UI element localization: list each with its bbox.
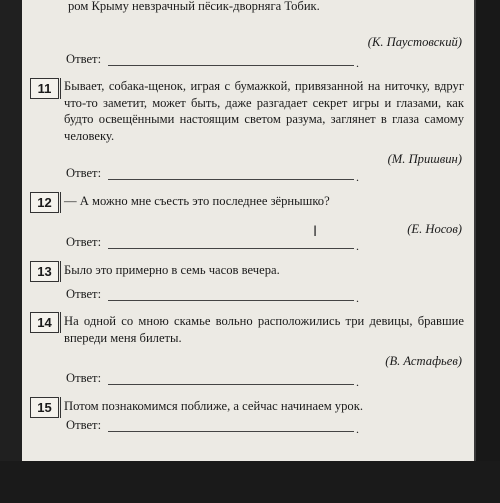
answer-label: Ответ:	[66, 52, 102, 66]
answer-line[interactable]	[108, 300, 354, 301]
answer-line[interactable]	[108, 65, 354, 66]
worksheet-page	[22, 0, 474, 461]
answer-field[interactable]	[66, 166, 366, 184]
item-number-box: 15	[30, 397, 59, 418]
answer-line[interactable]	[108, 179, 354, 180]
item-author: (К. Паустовский)	[367, 35, 462, 49]
answer-line[interactable]	[108, 384, 354, 385]
item-author: (Е. Носов)	[407, 222, 462, 236]
photo-edge-shadow	[474, 0, 476, 461]
answer-period: .	[356, 56, 359, 70]
item-text: ром Крыму невзрачный пёсик-дворняга Тобик.	[68, 0, 320, 13]
answer-label: Ответ:	[66, 287, 102, 301]
answer-field[interactable]	[66, 371, 366, 389]
photo-border-left	[0, 0, 22, 503]
item-number-box: 13	[30, 261, 59, 282]
answer-period: .	[356, 170, 359, 184]
answer-label: Ответ:	[66, 418, 102, 432]
photo-border-bottom	[0, 461, 500, 503]
answer-label: Ответ:	[66, 371, 102, 385]
text-cursor-icon: I	[313, 224, 318, 240]
item-text: — А можно мне съесть это последнее зёрнышко?	[64, 194, 330, 208]
answer-line[interactable]	[108, 248, 354, 249]
item-number-box: 11	[30, 78, 59, 99]
item-number-box: 14	[30, 312, 59, 333]
answer-field[interactable]	[66, 287, 366, 305]
answer-line[interactable]	[108, 431, 354, 432]
answer-field[interactable]	[66, 418, 366, 436]
item-number-box: 12	[30, 192, 59, 213]
answer-period: .	[356, 291, 359, 305]
answer-field[interactable]	[66, 52, 366, 70]
item-text: Было это примерно в семь часов вечера.	[64, 263, 280, 277]
answer-period: .	[356, 422, 359, 436]
item-text: Бывает, собака-щенок, играя с бумажкой, привязанной на ниточку, вдруг что-то заметит, может быть, даже разгадает секрет игры и глазами, как будто освещёнными настоящим светом разума, заглянет в глаза самому человеку.	[64, 79, 464, 143]
answer-period: .	[356, 375, 359, 389]
answer-label: Ответ:	[66, 166, 102, 180]
item-author: (М. Пришвин)	[387, 152, 462, 166]
item-text: На одной со мною скамье вольно расположились три девицы, бравшие впереди меня билеты.	[64, 314, 464, 345]
photo-border-right	[474, 0, 500, 503]
item-author: (В. Астафьев)	[385, 354, 462, 368]
answer-period: .	[356, 239, 359, 253]
answer-label: Ответ:	[66, 235, 102, 249]
item-text: Потом познакомимся поближе, а сейчас начинаем урок.	[64, 399, 363, 413]
